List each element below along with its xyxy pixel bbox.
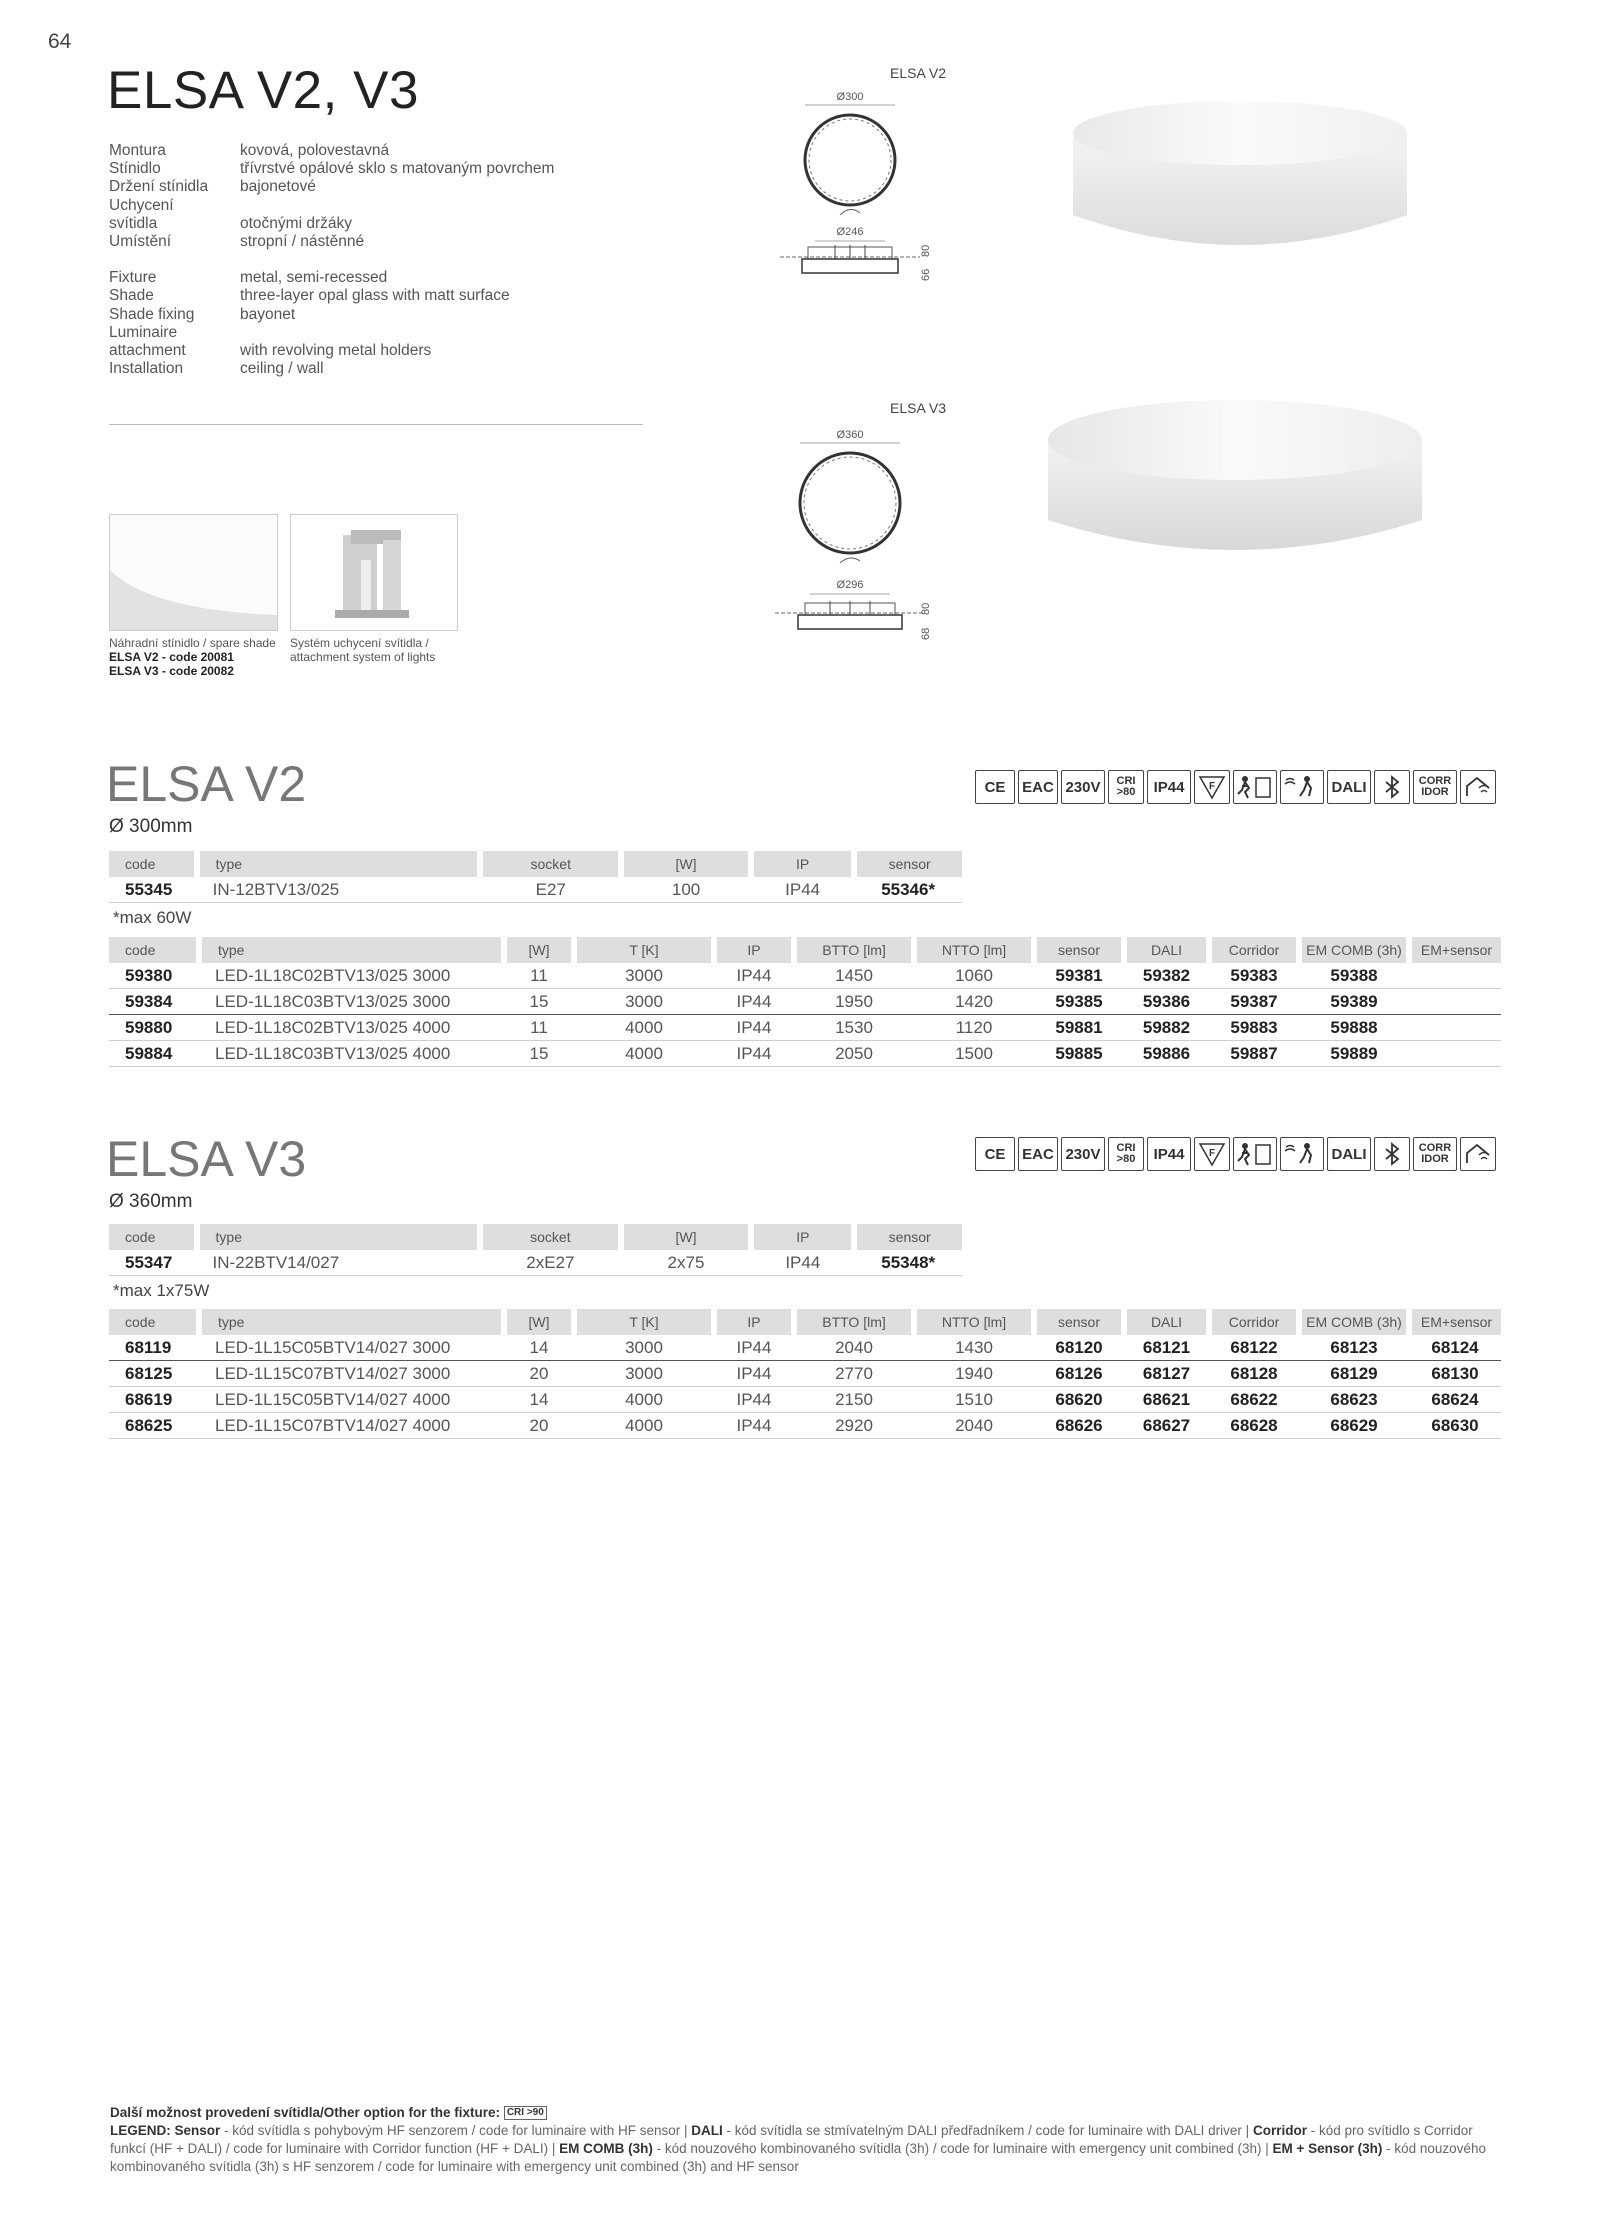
table-cell: 68124 xyxy=(1409,1335,1501,1361)
table-cell: LED-1L15C07BTV14/027 4000 xyxy=(199,1413,504,1439)
spec-value: stropní / nástěnné xyxy=(240,233,365,251)
svg-text:F: F xyxy=(1208,781,1216,792)
table-row xyxy=(109,1413,1501,1439)
spec-value: with revolving metal holders xyxy=(240,342,432,360)
dim-outer-v3: Ø360 xyxy=(836,429,864,441)
dim-inner-v3: Ø296 xyxy=(836,579,864,591)
table-cell: LED-1L18C03BTV13/025 4000 xyxy=(199,1041,504,1067)
table-row xyxy=(109,963,1501,989)
table-cell: 4000 xyxy=(574,1413,714,1439)
spec-key: Montura xyxy=(109,142,166,159)
other-option-label: Další možnost provedení svítidla/Other option for the fixture: xyxy=(110,2105,501,2120)
table-cell: 59386 xyxy=(1124,989,1209,1015)
table-cell: IP44 xyxy=(714,1361,794,1387)
table-cell: 100 xyxy=(621,877,751,903)
table-cell: 1120 xyxy=(914,1015,1034,1041)
corr-idor-icon: CORR IDOR xyxy=(1413,770,1457,804)
header-row xyxy=(109,937,1501,963)
column-header: EM COMB (3h) xyxy=(1299,937,1409,963)
table-cell: 68125 xyxy=(109,1361,199,1387)
table-cell: 3000 xyxy=(574,963,714,989)
spare-shade-image xyxy=(110,515,277,630)
dim-inner-v2: Ø246 xyxy=(836,226,864,238)
spec-row xyxy=(109,324,554,342)
spec-key: Luminaire xyxy=(109,323,178,341)
table-cell: 59885 xyxy=(1034,1041,1124,1067)
ip44-icon: IP44 xyxy=(1147,1137,1191,1171)
column-header: BTTO [lm] xyxy=(794,1309,914,1335)
table-cell: 14 xyxy=(504,1335,574,1361)
table-cell: 1430 xyxy=(914,1335,1034,1361)
dim-h2-v2: 80 xyxy=(920,244,932,257)
spec-row xyxy=(109,342,554,360)
column-header: code xyxy=(109,1309,199,1335)
table-row xyxy=(109,1250,962,1276)
table-cell: IN-12BTV13/025 xyxy=(197,877,481,903)
table-cell: 68625 xyxy=(109,1413,199,1439)
table-cell: 59384 xyxy=(109,989,199,1015)
table-cell: LED-1L18C02BTV13/025 4000 xyxy=(199,1015,504,1041)
table-cell: 59889 xyxy=(1299,1041,1409,1067)
spec-value: three-layer opal glass with matt surface xyxy=(240,287,510,305)
table-cell: LED-1L15C05BTV14/027 3000 xyxy=(199,1335,504,1361)
table-cell: 68622 xyxy=(1209,1387,1299,1413)
note-v3: *max 1x75W xyxy=(113,1281,210,1300)
spec-key: svítidla xyxy=(109,214,158,232)
legend-dali-text: - kód svítidla se stmívatelným DALI předřadníkem / code for luminaire with DALI driver | xyxy=(722,2123,1253,2138)
footer-legend xyxy=(110,2104,1500,2176)
table-cell: 55345 xyxy=(109,877,197,903)
led-table-v3 xyxy=(109,1309,1501,1439)
table-row xyxy=(109,989,1501,1015)
table-cell xyxy=(1409,963,1501,989)
table-cell: 1950 xyxy=(794,989,914,1015)
table-cell: 68120 xyxy=(1034,1335,1124,1361)
table-cell: 59888 xyxy=(1299,1015,1409,1041)
table-cell: 4000 xyxy=(574,1387,714,1413)
column-header: sensor xyxy=(854,851,962,877)
table-row xyxy=(109,1041,1501,1067)
spec-value: bajonetové xyxy=(240,178,316,196)
column-header: sensor xyxy=(1034,937,1124,963)
column-header: IP xyxy=(751,851,854,877)
spec-key: Stínidlo xyxy=(109,160,161,178)
table-cell: IP44 xyxy=(751,1250,854,1276)
table-cell: 1060 xyxy=(914,963,1034,989)
page-number: 64 xyxy=(48,30,72,53)
eac-icon: EAC xyxy=(1018,1137,1058,1171)
legend-sensor-label: Sensor xyxy=(174,2123,221,2138)
table-cell: 59883 xyxy=(1209,1015,1299,1041)
table-cell: LED-1L15C07BTV14/027 3000 xyxy=(199,1361,504,1387)
ce-icon: CE xyxy=(975,770,1015,804)
table-cell: 11 xyxy=(504,963,574,989)
spec-key: Umístění xyxy=(109,233,172,251)
table-cell: IP44 xyxy=(714,989,794,1015)
column-header: sensor xyxy=(854,1224,962,1250)
attachment-caption xyxy=(290,636,470,664)
table-cell: E27 xyxy=(480,877,621,903)
socket-table-v3 xyxy=(109,1224,962,1276)
exit-sign-icon xyxy=(1233,770,1277,804)
header-row xyxy=(109,1309,1501,1335)
table-cell: 68126 xyxy=(1034,1361,1124,1387)
table-cell: 2150 xyxy=(794,1387,914,1413)
spec-key: Držení stínidla xyxy=(109,178,209,196)
dali-icon: DALI xyxy=(1327,1137,1371,1171)
divider xyxy=(109,424,643,425)
spec-value: třívrstvé opálové sklo s matovaným povrchem xyxy=(240,160,555,178)
table-cell: 11 xyxy=(504,1015,574,1041)
column-header: type xyxy=(197,1224,481,1250)
column-header: socket xyxy=(480,851,621,877)
table-cell: 55346* xyxy=(854,877,962,903)
table-cell: 68630 xyxy=(1409,1413,1501,1439)
column-header: DALI xyxy=(1124,1309,1209,1335)
column-header: NTTO [lm] xyxy=(914,1309,1034,1335)
spare-shade-caption xyxy=(109,636,289,678)
emergency-icon xyxy=(1460,1137,1496,1171)
table-cell: 2x75 xyxy=(621,1250,752,1276)
column-header: Corridor xyxy=(1209,937,1299,963)
f-icon xyxy=(1194,1137,1230,1171)
ip44-icon: IP44 xyxy=(1147,770,1191,804)
socket-table-v2 xyxy=(109,851,962,903)
table-cell: 14 xyxy=(504,1387,574,1413)
table-cell: 2040 xyxy=(794,1335,914,1361)
column-header: EM+sensor xyxy=(1409,1309,1501,1335)
table-cell: 68122 xyxy=(1209,1335,1299,1361)
table-cell: IP44 xyxy=(751,877,854,903)
table-cell: IP44 xyxy=(714,1015,794,1041)
table-cell: 68130 xyxy=(1409,1361,1501,1387)
attachment-image xyxy=(291,515,457,630)
column-header: socket xyxy=(480,1224,621,1250)
table-cell: 55348* xyxy=(854,1250,962,1276)
table-cell: 68620 xyxy=(1034,1387,1124,1413)
spec-key: Uchycení xyxy=(109,196,174,214)
table-cell: 1510 xyxy=(914,1387,1034,1413)
legend-emcomb-text: - kód nouzového kombinovaného svítidla (3h) / code for luminaire with emergency unit combined (3h) | xyxy=(652,2141,1273,2156)
column-header: DALI xyxy=(1124,937,1209,963)
table-cell: 68128 xyxy=(1209,1361,1299,1387)
spec-value: ceiling / wall xyxy=(240,360,324,378)
sensor-icon xyxy=(1280,770,1324,804)
table-cell: 3000 xyxy=(574,1361,714,1387)
column-header: IP xyxy=(714,937,794,963)
table-cell: 2040 xyxy=(914,1413,1034,1439)
spec-key: Shade fixing xyxy=(109,305,195,323)
spec-value: bayonet xyxy=(240,305,296,323)
table-cell: IP44 xyxy=(714,1387,794,1413)
table-cell: 68123 xyxy=(1299,1335,1409,1361)
dim-outer-v2: Ø300 xyxy=(836,91,864,103)
cri-80-icon: CRI >80 xyxy=(1108,1137,1144,1171)
230v-icon: 230V xyxy=(1061,770,1105,804)
column-header: type xyxy=(199,1309,504,1335)
table-cell: 1450 xyxy=(794,963,914,989)
technical-drawing-v2 xyxy=(760,85,940,295)
legend-emcomb-label: EM COMB (3h) xyxy=(559,2141,653,2156)
spec-key: Fixture xyxy=(109,269,157,287)
table-cell: 59380 xyxy=(109,963,199,989)
cri-80-icon: CRI >80 xyxy=(1108,770,1144,804)
table-row xyxy=(109,1335,1501,1361)
dim-h2-v3: 80 xyxy=(920,602,932,615)
ce-icon: CE xyxy=(975,1137,1015,1171)
dim-h1-v2: 66 xyxy=(920,268,932,281)
table-cell: 15 xyxy=(504,989,574,1015)
page-title: ELSA V2, V3 xyxy=(107,61,419,120)
table-cell xyxy=(1409,1041,1501,1067)
table-cell: 2770 xyxy=(794,1361,914,1387)
column-header: code xyxy=(109,1224,197,1250)
column-header: T [K] xyxy=(574,937,714,963)
spare-shade-thumbnail xyxy=(109,514,278,631)
table-row xyxy=(109,1015,1501,1041)
table-cell: 59880 xyxy=(109,1015,199,1041)
column-header: T [K] xyxy=(574,1309,714,1335)
legend-emsensor-text: - kód nouzového kombinovaného svítidla (3h) s HF senzorem / code for luminaire with emergency unit combined (3h) and HF sensor xyxy=(110,2141,1486,2174)
spec-key: attachment xyxy=(109,342,186,360)
table-cell: 59881 xyxy=(1034,1015,1124,1041)
column-header: [W] xyxy=(621,851,751,877)
table-cell: 68626 xyxy=(1034,1413,1124,1439)
spec-value: metal, semi-recessed xyxy=(240,269,388,287)
column-header: code xyxy=(109,937,199,963)
table-cell xyxy=(1409,1015,1501,1041)
section-title-elsa-v3: ELSA V3 xyxy=(106,1131,307,1187)
cri-90-chip: CRI >90 xyxy=(504,2106,547,2120)
table-cell: LED-1L18C03BTV13/025 3000 xyxy=(199,989,504,1015)
table-cell: 59887 xyxy=(1209,1041,1299,1067)
table-cell: 2050 xyxy=(794,1041,914,1067)
svg-text:F: F xyxy=(1208,1148,1216,1159)
emergency-icon xyxy=(1460,770,1496,804)
spec-row xyxy=(109,287,554,305)
table-cell: 2xE27 xyxy=(480,1250,621,1276)
dali-icon: DALI xyxy=(1327,770,1371,804)
table-cell: 68627 xyxy=(1124,1413,1209,1439)
table-cell: 3000 xyxy=(574,1335,714,1361)
column-header: code xyxy=(109,851,197,877)
table-row xyxy=(109,1387,1501,1413)
table-cell: 68629 xyxy=(1299,1413,1409,1439)
column-header: NTTO [lm] xyxy=(914,937,1034,963)
specs-block xyxy=(109,142,554,378)
header-row xyxy=(109,851,962,877)
led-table-v2 xyxy=(109,937,1501,1067)
table-cell xyxy=(1409,989,1501,1015)
sensor-icon xyxy=(1280,1137,1324,1171)
spec-row xyxy=(109,197,554,215)
column-header: EM COMB (3h) xyxy=(1299,1309,1409,1335)
table-cell: LED-1L15C05BTV14/027 4000 xyxy=(199,1387,504,1413)
table-cell: 59387 xyxy=(1209,989,1299,1015)
table-cell: 1940 xyxy=(914,1361,1034,1387)
legend-corridor-text: - kód pro svítidlo s Corridor funkcí (HF + DALI) / code for luminaire with Corridor function (HF + DALI) | xyxy=(110,2123,1473,2156)
technical-drawing-v3 xyxy=(760,423,940,648)
table-cell: IP44 xyxy=(714,1041,794,1067)
table-cell: LED-1L18C02BTV13/025 3000 xyxy=(199,963,504,989)
table-cell: 59886 xyxy=(1124,1041,1209,1067)
table-row xyxy=(109,877,962,903)
attach-caption-1: Systém uchycení svítidla / xyxy=(290,636,429,650)
table-cell: 59385 xyxy=(1034,989,1124,1015)
bluetooth-icon xyxy=(1374,1137,1410,1171)
table-cell: 59381 xyxy=(1034,963,1124,989)
spec-row xyxy=(109,269,554,287)
column-header: sensor xyxy=(1034,1309,1124,1335)
column-header: type xyxy=(199,937,504,963)
spec-row xyxy=(109,360,554,378)
230v-icon: 230V xyxy=(1061,1137,1105,1171)
table-cell: 15 xyxy=(504,1041,574,1067)
drawing-label-v3: ELSA V3 xyxy=(890,400,947,416)
attach-caption-2: attachment system of lights xyxy=(290,650,436,664)
legend-corridor-label: Corridor xyxy=(1252,2123,1307,2138)
legend-sensor-text: - kód svítidla s pohybovým HF senzorem / code for luminaire with HF sensor | xyxy=(220,2123,692,2138)
spec-value: kovová, polovestavná xyxy=(240,142,390,159)
column-header: IP xyxy=(714,1309,794,1335)
table-cell: 68624 xyxy=(1409,1387,1501,1413)
column-header: BTTO [lm] xyxy=(794,937,914,963)
table-cell: 68621 xyxy=(1124,1387,1209,1413)
table-cell: 20 xyxy=(504,1361,574,1387)
spare-v2-code: ELSA V2 - code 20081 xyxy=(109,650,234,664)
note-v2: *max 60W xyxy=(113,908,192,927)
table-cell: 20 xyxy=(504,1413,574,1439)
table-cell: 68619 xyxy=(109,1387,199,1413)
column-header: type xyxy=(197,851,481,877)
certification-icons-v3 xyxy=(975,1137,1496,1171)
table-cell: 3000 xyxy=(574,989,714,1015)
certification-icons-v2 xyxy=(975,770,1496,804)
table-cell: IP44 xyxy=(714,963,794,989)
spare-v3-code: ELSA V3 - code 20082 xyxy=(109,664,234,678)
spec-key: Shade xyxy=(109,287,154,305)
column-header: IP xyxy=(751,1224,854,1250)
table-cell: 68628 xyxy=(1209,1413,1299,1439)
table-cell: 59882 xyxy=(1124,1015,1209,1041)
spec-row xyxy=(109,178,554,196)
spec-row xyxy=(109,142,554,160)
table-cell: 59884 xyxy=(109,1041,199,1067)
table-cell: 68119 xyxy=(109,1335,199,1361)
table-cell: 4000 xyxy=(574,1015,714,1041)
table-cell: IP44 xyxy=(714,1413,794,1439)
table-cell: 59383 xyxy=(1209,963,1299,989)
product-photo-v2 xyxy=(1065,95,1415,270)
spec-row xyxy=(109,233,554,251)
column-header: Corridor xyxy=(1209,1309,1299,1335)
exit-sign-icon xyxy=(1233,1137,1277,1171)
product-photo-v3 xyxy=(1040,395,1430,570)
table-cell: 68623 xyxy=(1299,1387,1409,1413)
table-row xyxy=(109,1361,1501,1387)
header-row xyxy=(109,1224,962,1250)
bluetooth-icon xyxy=(1374,770,1410,804)
spec-row xyxy=(109,215,554,233)
table-cell: 1530 xyxy=(794,1015,914,1041)
spec-key: Installation xyxy=(109,360,184,378)
table-cell: 4000 xyxy=(574,1041,714,1067)
column-header: [W] xyxy=(504,1309,574,1335)
table-cell: 68129 xyxy=(1299,1361,1409,1387)
table-cell: 68121 xyxy=(1124,1335,1209,1361)
drawing-label-v2: ELSA V2 xyxy=(890,65,947,81)
spare-caption-text: Náhradní stínidlo / spare shade xyxy=(109,636,276,650)
spec-row xyxy=(109,306,554,324)
f-icon xyxy=(1194,770,1230,804)
attachment-thumbnail xyxy=(290,514,458,631)
table-cell: 2920 xyxy=(794,1413,914,1439)
column-header: EM+sensor xyxy=(1409,937,1501,963)
table-cell: 55347 xyxy=(109,1250,197,1276)
corr-idor-icon: CORR IDOR xyxy=(1413,1137,1457,1171)
legend-emsensor-label: EM + Sensor (3h) xyxy=(1272,2141,1383,2156)
column-header: [W] xyxy=(621,1224,752,1250)
eac-icon: EAC xyxy=(1018,770,1058,804)
table-cell: 59389 xyxy=(1299,989,1409,1015)
table-cell: IN-22BTV14/027 xyxy=(197,1250,481,1276)
legend-dali-label: DALI xyxy=(691,2123,723,2138)
diameter-elsa-v2: Ø 300mm xyxy=(109,816,193,837)
column-header: [W] xyxy=(504,937,574,963)
spec-row xyxy=(109,160,554,178)
table-cell: 1500 xyxy=(914,1041,1034,1067)
table-cell: 59382 xyxy=(1124,963,1209,989)
table-cell: 59388 xyxy=(1299,963,1409,989)
dim-h1-v3: 68 xyxy=(920,627,932,640)
table-cell: IP44 xyxy=(714,1335,794,1361)
table-cell: 1420 xyxy=(914,989,1034,1015)
spec-value: otočnými držáky xyxy=(240,214,352,232)
diameter-elsa-v3: Ø 360mm xyxy=(109,1191,193,1212)
table-cell: 68127 xyxy=(1124,1361,1209,1387)
section-title-elsa-v2: ELSA V2 xyxy=(106,756,307,812)
legend-label: LEGEND: xyxy=(110,2123,171,2138)
